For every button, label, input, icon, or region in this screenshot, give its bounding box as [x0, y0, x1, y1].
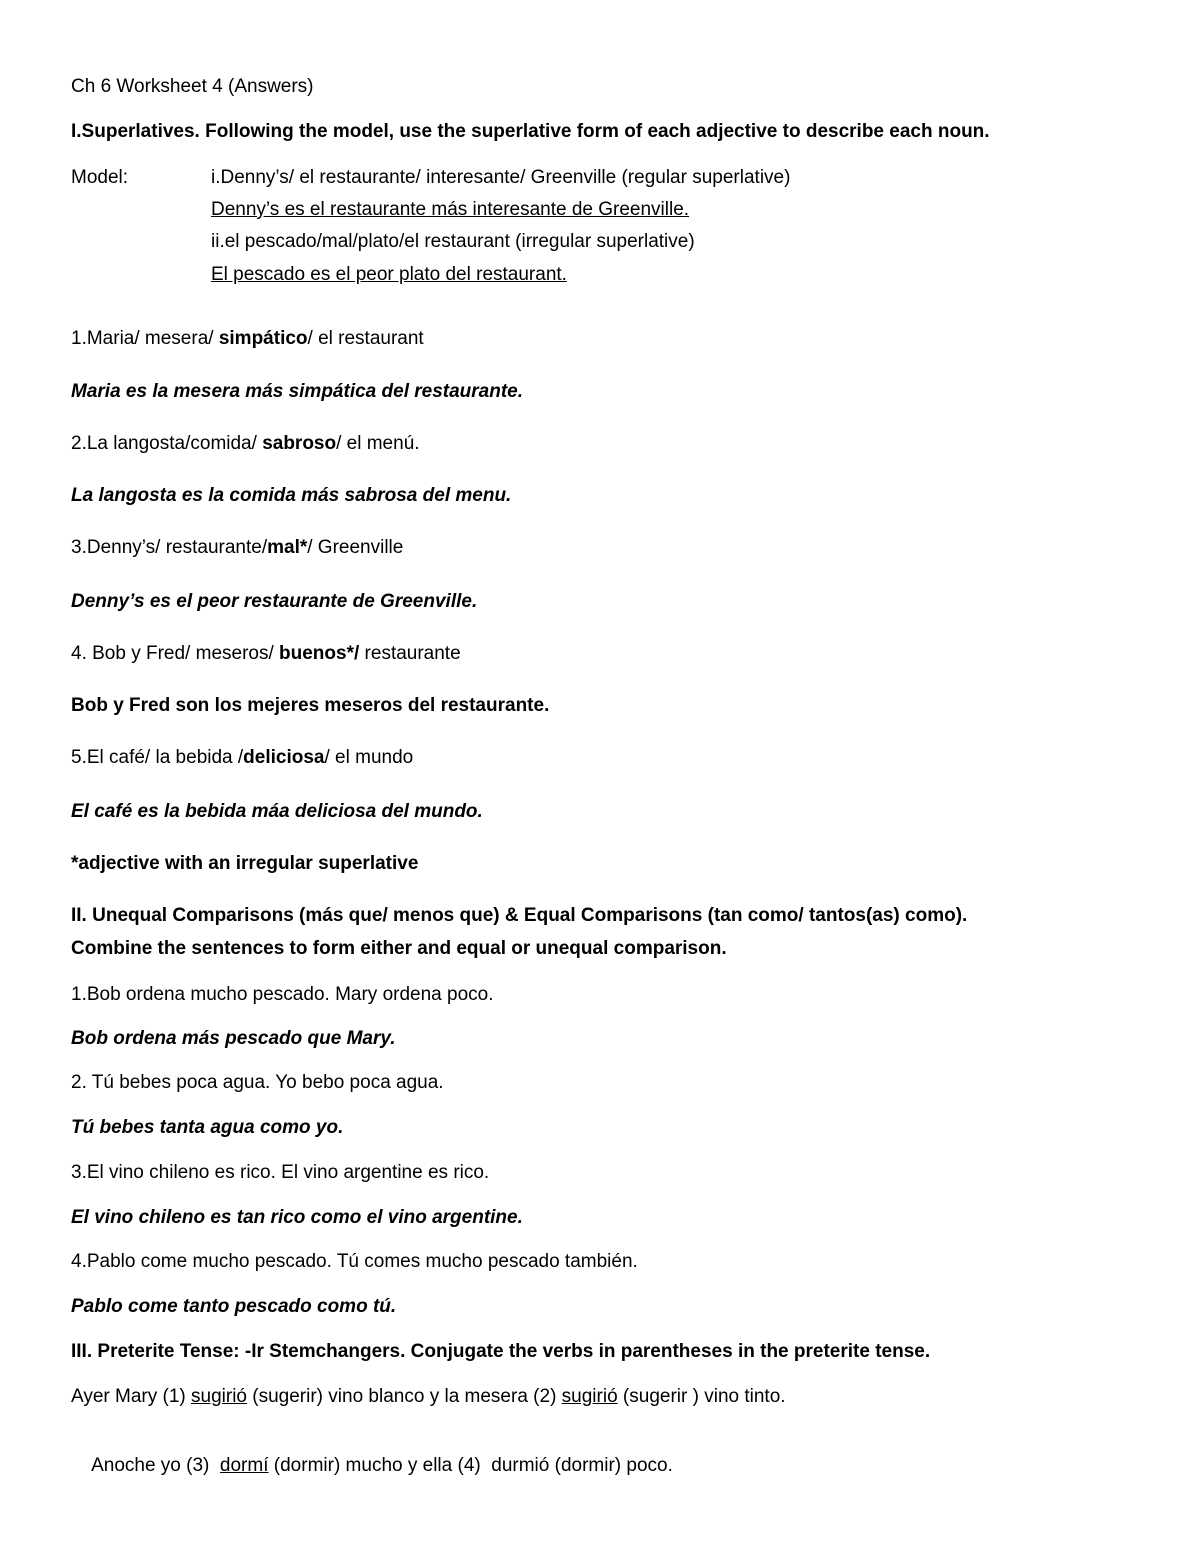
s3-line-2-part-b: (dormir) mucho y ella (4) durmió (dormir) poco. [268, 1455, 673, 1476]
s1-item-2 [71, 432, 420, 456]
s1-item-5-part1: 5.El café/ la bebida / [71, 747, 244, 768]
s1-item-3 [71, 536, 403, 560]
s1-item-1-adjective: simpático [218, 328, 308, 349]
s3-answer-2: sugirió [561, 1386, 618, 1407]
section2-heading-line2: Combine the sentences to form either and equal or unequal comparison. [71, 938, 727, 959]
s2-item-2: 2. Tú bebes poca agua. Yo bebo poca agua. [71, 1072, 444, 1093]
s2-answer-4: Pablo come tanto pescado como tú. [71, 1296, 397, 1317]
s3-line-1-part-b: (sugerir) vino blanco y la mesera (2) [247, 1386, 562, 1407]
s1-answer-5: El café es la bebida máa deliciosa del mundo. [71, 801, 483, 822]
s1-answer-4: Bob y Fred son los mejeres meseros del restaurante. [71, 695, 550, 716]
s3-answer-1: sugirió [191, 1386, 247, 1407]
s2-answer-1: Bob ordena más pescado que Mary. [71, 1028, 396, 1049]
s1-item-3-part1: 3.Denny’s/ restaurante/ [71, 537, 268, 558]
section1-heading: I.Superlatives. Following the model, use the superlative form of each adjective to describe each noun. [71, 121, 990, 142]
s2-answer-3: El vino chileno es tan rico como el vino argentine. [71, 1207, 523, 1228]
s1-item-4-adjective: buenos*/ [279, 643, 360, 664]
s1-item-2-part1: 2.La langosta/comida/ [71, 433, 263, 454]
s1-item-1 [71, 327, 424, 351]
title-text: Ch 6 Worksheet 4 (Answers) [71, 76, 314, 97]
s1-item-5-part2: / el mundo [324, 747, 414, 768]
model-line-4: El pescado es el peor plato del restaurant. [211, 264, 567, 285]
s1-item-3-part2: / Greenville [307, 537, 404, 558]
s1-item-5-adjective: deliciosa [243, 747, 325, 768]
s1-answer-2: La langosta es la comida más sabrosa del menu. [71, 485, 512, 506]
s2-item-4: 4.Pablo come mucho pescado. Tú comes mucho pescado también. [71, 1251, 638, 1272]
s3-line-2 [71, 1430, 673, 1502]
s1-item-4-part2: restaurante [359, 643, 461, 664]
s1-item-4-part1: 4. Bob y Fred/ meseros/ [71, 643, 280, 664]
s1-answer-1: Maria es la mesera más simpática del restaurante. [71, 381, 524, 402]
s2-item-1: 1.Bob ordena mucho pescado. Mary ordena poco. [71, 984, 494, 1005]
page-title [71, 75, 314, 99]
model-line-3: ii.el pescado/mal/plato/el restaurant (irregular superlative) [211, 231, 695, 252]
s1-footnote: *adjective with an irregular superlative [71, 853, 419, 874]
s3-line-1-part-a: Ayer Mary (1) [71, 1386, 192, 1407]
s1-item-2-part2: / el menú. [336, 433, 420, 454]
s1-item-4 [71, 642, 461, 666]
s1-item-5 [71, 746, 413, 770]
model-line-1: i.Denny’s/ el restaurante/ interesante/ Greenville (regular superlative) [211, 167, 791, 188]
s3-line-1 [71, 1385, 786, 1409]
s1-item-3-adjective: mal* [267, 537, 308, 558]
s1-answer-3: Denny’s es el peor restaurante de Greenville. [71, 591, 478, 612]
s3-line-2-part-a: Anoche yo (3) [91, 1455, 220, 1476]
section3-heading: III. Preterite Tense: -Ir Stemchangers. Conjugate the verbs in parentheses in the preterite tense. [71, 1341, 931, 1362]
model-label: Model: [71, 167, 129, 188]
s2-item-3: 3.El vino chileno es rico. El vino argentine es rico. [71, 1162, 490, 1183]
s3-line-1-part-c: (sugerir ) vino tinto. [617, 1386, 786, 1407]
s1-item-1-part1: 1.Maria/ mesera/ [71, 328, 219, 349]
section2-heading-line1: II. Unequal Comparisons (más que/ menos que) & Equal Comparisons (tan como/ tantos(as) como). [71, 905, 968, 926]
model-line-2: Denny’s es el restaurante más interesante de Greenville. [211, 199, 690, 220]
s3-answer-3: dormí [219, 1455, 269, 1476]
s1-item-1-part2: / el restaurant [307, 328, 424, 349]
s2-answer-2: Tú bebes tanta agua como yo. [71, 1117, 344, 1138]
s1-item-2-adjective: sabroso [262, 433, 337, 454]
